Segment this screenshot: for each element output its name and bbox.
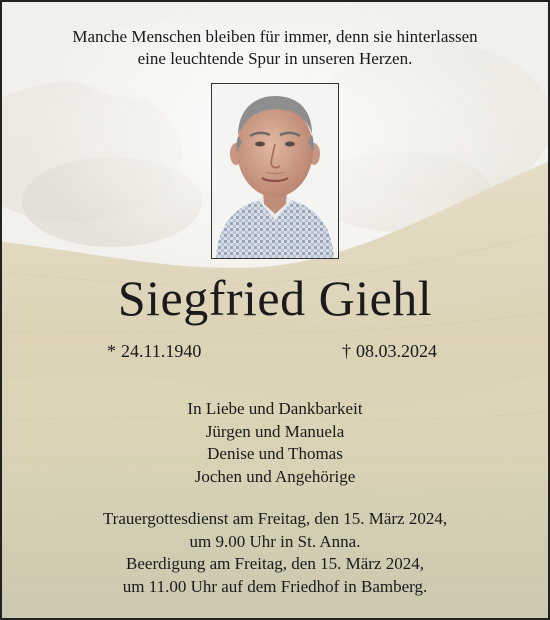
deceased-name: Siegfried Giehl: [117, 270, 433, 326]
death-date: [342, 340, 437, 362]
mourners-block: [2, 398, 548, 488]
birth-date-value: 24.11.1940: [121, 341, 202, 361]
birth-symbol: *: [107, 341, 116, 361]
verse-line: Manche Menschen bleiben für immer, denn sie hinterlassen: [72, 27, 478, 46]
service-line: um 11.00 Uhr auf dem Friedhof in Bamberg.: [122, 576, 428, 596]
mourners-line: In Liebe und Dankbarkeit: [187, 399, 363, 418]
notice-content: [2, 2, 548, 618]
service-details: [2, 508, 548, 598]
memorial-verse: [2, 26, 548, 70]
birth-date: [107, 340, 201, 362]
service-line: Beerdigung am Freitag, den 15. März 2024,: [126, 554, 424, 573]
death-cross-symbol: †: [342, 341, 351, 361]
service-line: Trauergottesdienst am Freitag, den 15. März 2024,: [102, 509, 448, 528]
service-line: um 9.00 Uhr in St. Anna.: [189, 531, 361, 551]
portrait-photo: [211, 83, 339, 259]
mourners-line: Jochen und Angehörige: [194, 466, 356, 486]
mourners-line: Jürgen und Manuela: [205, 421, 345, 441]
death-date-value: 08.03.2024: [356, 341, 437, 361]
verse-line: eine leuchtende Spur in unseren Herzen.: [137, 49, 413, 68]
mourners-line: Denise und Thomas: [207, 444, 343, 463]
